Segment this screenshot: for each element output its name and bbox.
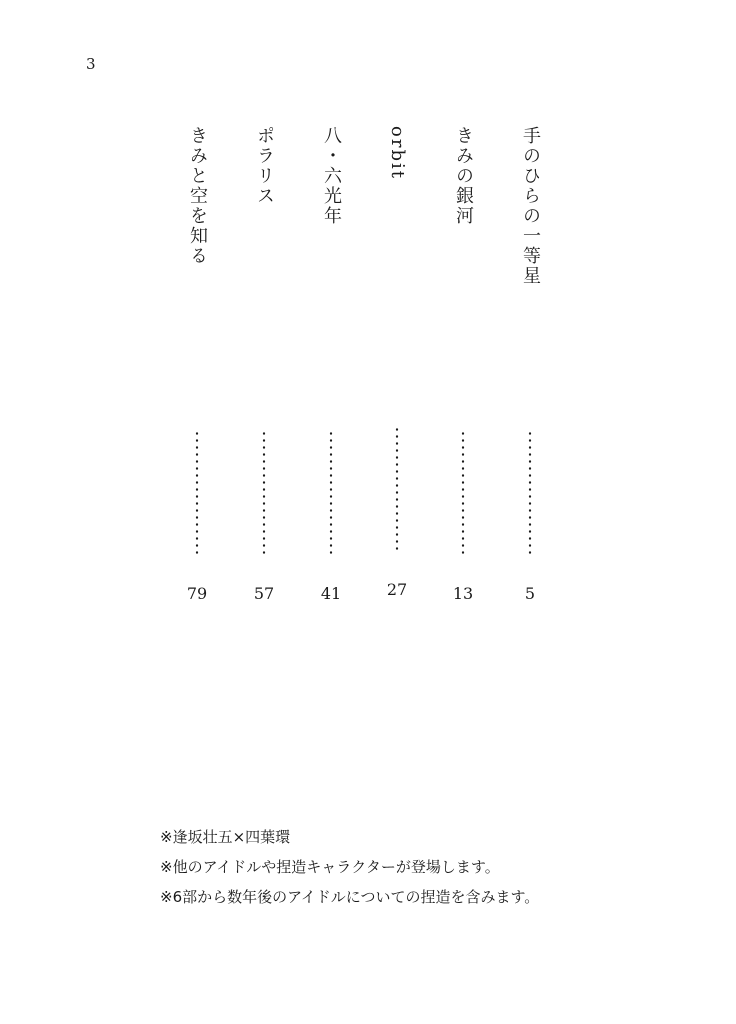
toc-title: 手のひらの一等星	[520, 126, 541, 286]
toc-page-number: 13	[452, 584, 474, 603]
toc-leader-dots	[461, 430, 465, 558]
toc-leader-dots	[329, 430, 333, 558]
toc-leader-dots	[195, 430, 199, 558]
toc-leader-dots	[262, 430, 266, 558]
toc-page-number: 27	[386, 580, 408, 599]
note-line: ※他のアイドルや捏造キャラクターが登場します。	[160, 858, 500, 876]
toc-page-number: 5	[524, 584, 536, 603]
notes-block	[160, 822, 680, 912]
toc-entry-4	[311, 120, 351, 620]
toc-entry-5	[244, 120, 284, 620]
toc-page-number: 57	[253, 584, 275, 603]
toc-entry-3	[377, 120, 417, 620]
note-line: ※6部から数年後のアイドルについての捏造を含みます。	[160, 888, 540, 906]
note-line: ※逢坂壮五×四葉環	[160, 828, 291, 846]
toc-page-number: 79	[186, 584, 208, 603]
toc-entry-1	[510, 120, 550, 620]
toc-title: きみの銀河	[453, 126, 474, 226]
toc-title: きみと空を知る	[187, 126, 208, 266]
toc-title: ポラリス	[254, 126, 275, 206]
toc-leader-dots	[395, 426, 399, 554]
toc-entry-2	[443, 120, 483, 620]
toc-title: orbit	[387, 126, 408, 180]
toc-leader-dots	[528, 430, 532, 558]
toc-title: 八・六光年	[321, 126, 342, 226]
toc-page-number: 41	[320, 584, 342, 603]
toc-entry-6	[177, 120, 217, 620]
page-number: 3	[86, 55, 96, 73]
